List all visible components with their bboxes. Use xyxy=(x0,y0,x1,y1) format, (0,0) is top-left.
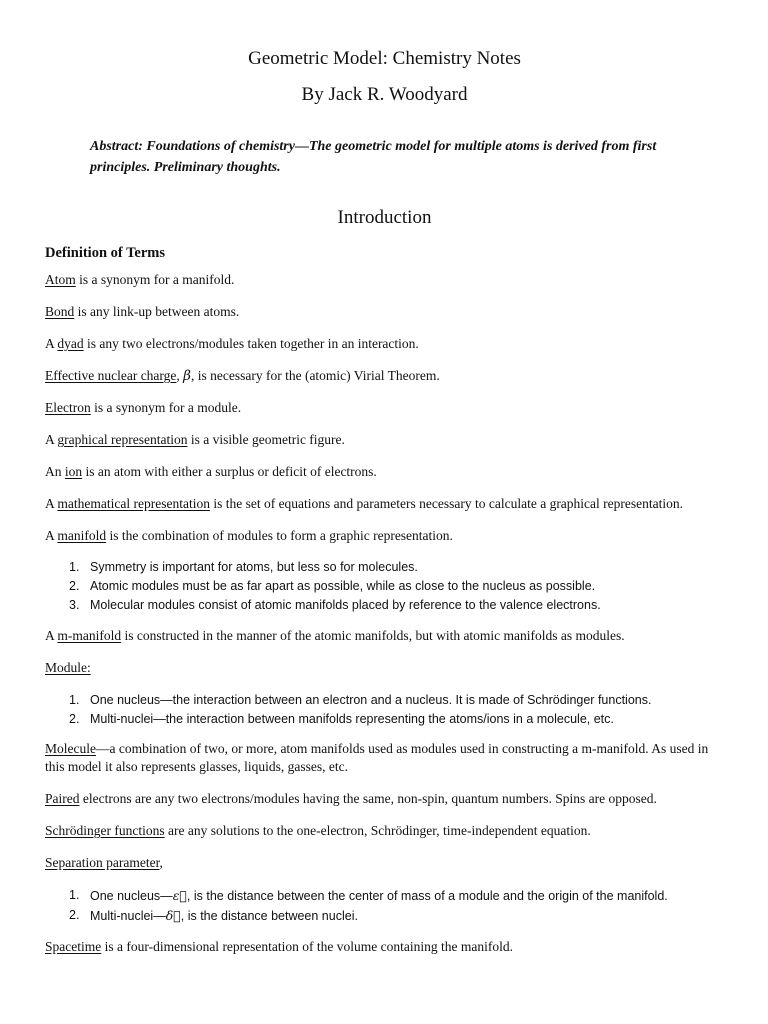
definition-text: —a combination of two, or more, atom manifolds used as modules used in constructing a m-manifold. As used in this model it also represents glasses, liquids, gasses, etc. xyxy=(45,741,709,774)
definition-m-manifold xyxy=(45,627,724,645)
term-manifold: manifold xyxy=(57,528,107,543)
definition-text: , is necessary for the (atomic) Virial Theorem. xyxy=(190,368,440,383)
list-number: 1. xyxy=(69,560,80,574)
subheading-definition-of-terms: Definition of Terms xyxy=(45,245,166,261)
list-number: 2. xyxy=(69,908,80,922)
definition-text: is any link-up between atoms. xyxy=(74,304,240,319)
definition-text: , xyxy=(159,855,163,870)
definition-text: are any solutions to the one-electron, Schrödinger, time-independent equation. xyxy=(164,823,591,838)
term-schrodinger-functions: Schrödinger functions xyxy=(45,823,165,838)
abstract: Abstract: Foundations of chemistry—The geometric model for multiple atoms is derived from first principles. Preliminary thoughts. xyxy=(90,139,657,175)
term-separation-parameter: Separation parameter xyxy=(45,855,160,870)
definition-effective-nuclear-charge xyxy=(45,367,724,385)
definition-text: is a visible geometric figure. xyxy=(187,432,345,447)
list-number: 2. xyxy=(69,712,80,726)
definition-bond xyxy=(45,303,724,321)
list-text: Atomic modules must be as far apart as possible, while as close to the nucleus as possible. xyxy=(90,579,596,593)
list-item xyxy=(69,906,724,926)
term-module: Module: xyxy=(45,660,91,675)
document-author: By Jack R. Woodyard xyxy=(301,84,468,105)
definition-text: electrons are any two electrons/modules having the same, non-spin, quantum numbers. Spins are opposed. xyxy=(79,791,657,806)
definition-prefix: An xyxy=(45,464,65,479)
manifold-list xyxy=(45,558,724,615)
definition-ion xyxy=(45,463,724,481)
term-atom: Atom xyxy=(45,272,76,287)
list-item xyxy=(69,691,724,710)
list-number: 1. xyxy=(69,693,80,707)
list-text: , is the distance between the center of mass of a module and the origin of the manifold. xyxy=(186,889,668,903)
definition-schrodinger-functions xyxy=(45,822,724,840)
definition-prefix: A xyxy=(45,336,58,351)
list-prefix: Multi-nuclei— xyxy=(90,909,166,923)
document-title: Geometric Model: Chemistry Notes xyxy=(248,48,521,69)
list-item xyxy=(69,558,724,577)
list-item xyxy=(69,577,724,596)
definition-module xyxy=(45,659,724,677)
term-electron: Electron xyxy=(45,400,91,415)
term-effective-nuclear-charge: Effective nuclear charge xyxy=(45,368,177,383)
term-mathematical-representation: mathematical representation xyxy=(57,496,210,511)
epsilon-vector-symbol: ε⃗ xyxy=(172,888,187,903)
definition-molecule xyxy=(45,740,724,776)
module-list xyxy=(45,691,724,729)
list-item xyxy=(69,886,724,906)
definition-prefix: A xyxy=(45,496,58,511)
definition-text: is a four-dimensional representation of the volume containing the manifold. xyxy=(101,939,513,954)
list-prefix: One nucleus— xyxy=(90,889,173,903)
definition-manifold xyxy=(45,527,724,545)
definition-atom xyxy=(45,271,724,289)
list-text: One nucleus—the interaction between an electron and a nucleus. It is made of Schrödinger functions. xyxy=(90,693,652,707)
separation-list xyxy=(45,886,724,926)
definition-mathematical-representation xyxy=(45,495,724,513)
term-dyad: dyad xyxy=(57,336,84,351)
definition-text: is a synonym for a manifold. xyxy=(75,272,235,287)
definition-spacetime xyxy=(45,938,724,956)
definition-paired xyxy=(45,790,724,808)
section-heading-introduction: Introduction xyxy=(337,207,432,228)
list-text: , is the distance between nuclei. xyxy=(180,909,358,923)
definition-text: is any two electrons/modules taken together in an interaction. xyxy=(83,336,419,351)
definition-text: is the combination of modules to form a graphic representation. xyxy=(106,528,453,543)
definition-dyad xyxy=(45,335,724,353)
list-item xyxy=(69,710,724,729)
definition-prefix: A xyxy=(45,528,58,543)
term-molecule: Molecule xyxy=(45,741,96,756)
definition-separator: , xyxy=(176,368,184,383)
term-graphical-representation: graphical representation xyxy=(57,432,188,447)
definition-text: is a synonym for a module. xyxy=(90,400,242,415)
list-number: 3. xyxy=(69,598,80,612)
delta-vector-symbol: δ⃗ xyxy=(165,908,181,923)
term-spacetime: Spacetime xyxy=(45,939,102,954)
definition-separation-parameter xyxy=(45,854,724,872)
definition-electron xyxy=(45,399,724,417)
beta-symbol: β xyxy=(183,368,191,384)
term-bond: Bond xyxy=(45,304,75,319)
list-number: 2. xyxy=(69,579,80,593)
list-item xyxy=(69,596,724,615)
term-ion: ion xyxy=(64,464,83,479)
list-text: Multi-nuclei—the interaction between manifolds representing the atoms/ions in a molecule, etc. xyxy=(90,712,614,726)
list-number: 1. xyxy=(69,888,80,902)
definition-text: is the set of equations and parameters necessary to calculate a graphical representation. xyxy=(209,496,684,511)
list-text: Molecular modules consist of atomic manifolds placed by reference to the valence electrons. xyxy=(90,598,601,612)
definition-graphical-representation xyxy=(45,431,724,449)
definition-prefix: A xyxy=(45,628,58,643)
term-m-manifold: m-manifold xyxy=(57,628,122,643)
definition-text: is constructed in the manner of the atomic manifolds, but with atomic manifolds as modules. xyxy=(121,628,625,643)
definition-prefix: A xyxy=(45,432,58,447)
list-text: Symmetry is important for atoms, but less so for molecules. xyxy=(90,560,418,574)
definition-text: is an atom with either a surplus or deficit of electrons. xyxy=(82,464,377,479)
term-paired: Paired xyxy=(45,791,80,806)
